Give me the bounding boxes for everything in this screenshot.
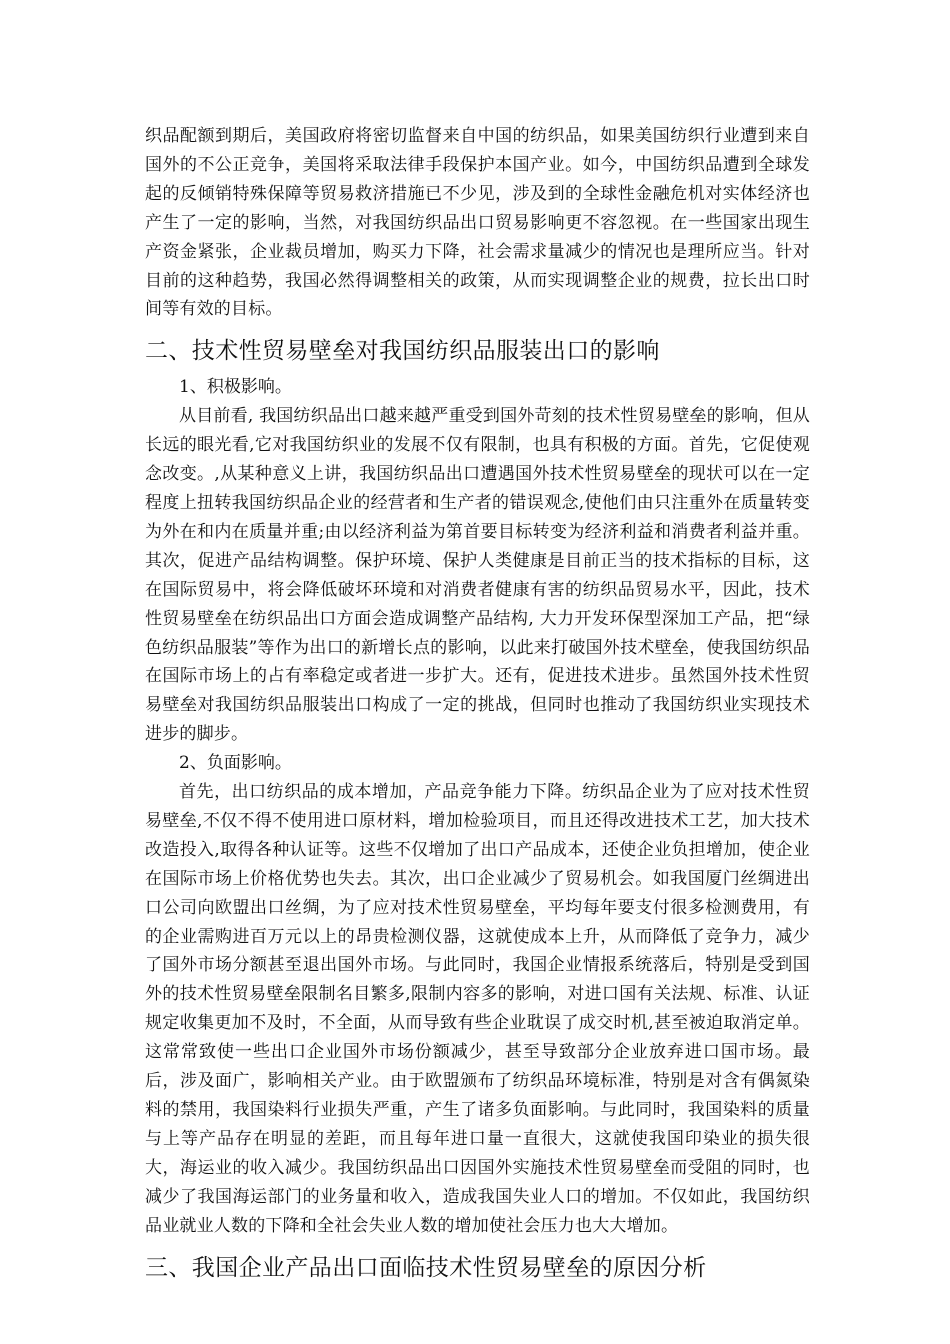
- document-body: [145, 122, 810, 1290]
- positive-impact-title: 1、积极影响。: [179, 377, 292, 398]
- section-3-heading: 三、我国企业产品出口面临技术性贸易壁垒的原因分析: [145, 1254, 707, 1281]
- positive-impact-paragraph: 从目前看, 我国纺织品出口越来越严重受到国外苛刻的技术性贸易壁垒的影响，但从长远的眼光看,它对我国纺织业的发展不仅有限制，也具有积极的方面。首先，它促使观念改变。,从某种意义上讲，我国纺织品出口遭遇国外技术性贸易壁垒的现状可以在一定程度上扭转我国纺织品企业的经营者和生产者的错误观念,使他们由只注重外在质量转变为外在和内在质量并重;由以经济利益为第首要目标转变为经济利益和消费者利益并重。其次，促进产品结构调整。保护环境、保护人类健康是目前正当的技术指标的目标，这在国际贸易中，将会降低破坏环境和对消费者健康有害的纺织品贸易水平，因此，技术性贸易壁垒在纺织品出口方面会造成调整产品结构, 大力开发环保型深加工产品，把“绿色纺织品服装”等作为出口的新增长点的影响，以此来打破国外技术壁垒，使我国纺织品在国际市场上的占有率稳定或者进一步扩大。还有，促进技术进步。虽然国外技术性贸易壁垒对我国纺织品服装出口构成了一定的挑战，但同时也推动了我国纺织业实现技术进步的脚步。: [145, 406, 810, 745]
- section-2-heading: 二、技术性贸易壁垒对我国纺织品服装出口的影响: [145, 338, 660, 365]
- negative-impact-paragraph: 首先，出口纺织品的成本增加，产品竞争能力下降。纺织品企业为了应对技术性贸易壁垒,不仅不得不使用进口原材料，增加检验项目，而且还得改进技术工艺，加大技术改造投入,取得各种认证等。这些不仅增加了出口产品成本，还使企业负担增加，使企业在国际市场上价格优势也失去。其次，出口企业减少了贸易机会。如我国厦门丝绸进出口公司向欧盟出口丝绸，为了应对技术性贸易壁垒，平均每年要支付很多检测费用，有的企业需购进百万元以上的昂贵检测仪器，这就使成本上升，从而降低了竞争力，减少了国外市场分额甚至退出国外市场。与此同时，我国企业情报系统落后，特别是受到国外的技术性贸易壁垒限制名目繁多,限制内容多的影响，对进口国有关法规、标准、认证规定收集更加不及时，不全面，从而导致有些企业耽误了成交时机,甚至被迫取消定单。这常常致使一些出口企业国外市场份额减少，甚至导致部分企业放弃进口国市场。最后，涉及面广，影响相关产业。由于欧盟颁布了纺织品环境标准，特别是对含有偶氮染料的禁用，我国染料行业损失严重，产生了诸多负面影响。与此同时，我国染料的质量与上等产品存在明显的差距，而且每年进口量一直很大，这就使我国印染业的损失很大，海运业的收入减少。我国纺织品出口因国外实施技术性贸易壁垒而受阻的同时，也减少了我国海运部门的业务量和收入，造成我国失业人口的增加。不仅如此，我国纺织品业就业人数的下降和全社会失业人数的增加使社会压力也大大增加。: [145, 782, 810, 1236]
- intro-paragraph: 织品配额到期后，美国政府将密切监督来自中国的纺织品，如果美国纺织行业遭到来自国外的不公正竞争，美国将采取法律手段保护本国产业。如今，中国纺织品遭到全球发起的反倾销特殊保障等贸易救济措施已不少见，涉及到的全球性金融危机对实体经济也产生了一定的影响，当然，对我国纺织品出口贸易影响更不容忽视。在一些国家出现生产资金紧张，企业裁员增加，购买力下降，社会需求量减少的情况也是理所应当。针对目前的这种趋势，我国必然得调整相关的政策，从而实现调整企业的规费，拉长出口时间等有效的目标。: [145, 126, 810, 320]
- negative-impact-title: 2、负面影响。: [179, 753, 292, 774]
